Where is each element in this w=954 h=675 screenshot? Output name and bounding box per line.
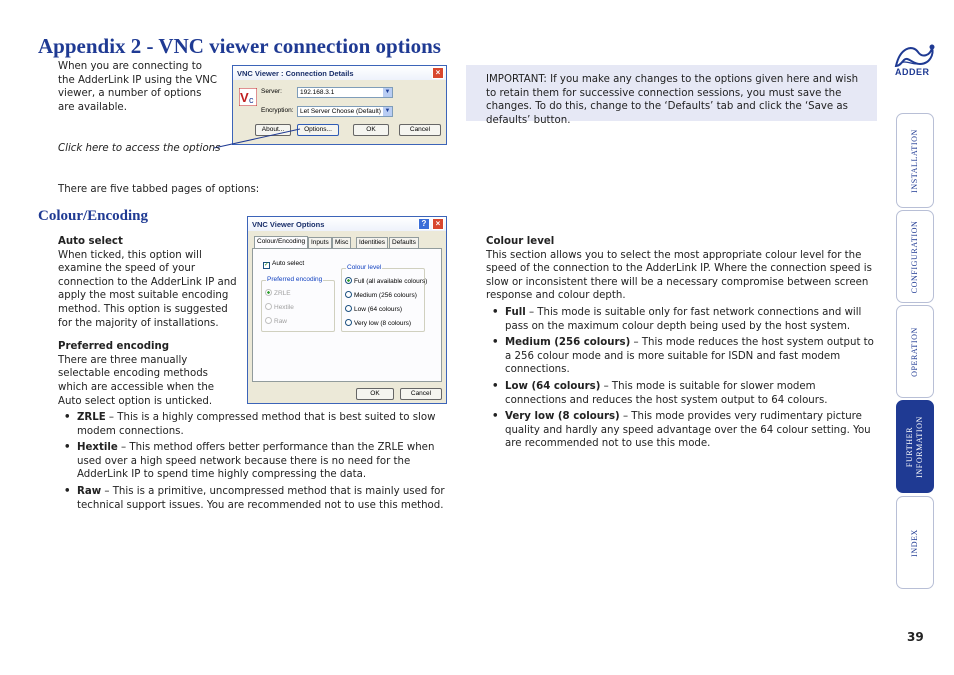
radio-low[interactable]	[345, 305, 402, 313]
radio-hextile[interactable]	[265, 303, 294, 311]
ok-button[interactable]: OK	[356, 388, 394, 400]
colour-level-group	[341, 264, 428, 332]
colour-level-section	[486, 235, 878, 454]
tab-colour-encoding[interactable]: Colour/Encoding	[254, 236, 308, 249]
radio-label: ZRLE	[274, 290, 291, 297]
page-number: 39	[907, 630, 924, 644]
term: Very low (8 colours)	[505, 411, 620, 423]
desc: – This method offers better performance than the ZRLE when used over a high speed network because there is no need for the AdderLink IP to spend time highly compressing the data.	[77, 442, 435, 481]
desc: – This is a primitive, uncompressed method that is mainly used for technical support issues. You are recommended not to use this method.	[77, 485, 445, 511]
radio-label: Raw	[274, 318, 288, 325]
callout-line	[210, 125, 310, 155]
options-caption: Click here to access the options	[58, 143, 221, 154]
radio-dot-icon	[265, 289, 272, 296]
side-tab-label: OPERATION	[910, 326, 919, 377]
dialog-titlebar	[248, 217, 446, 231]
desc: – This mode reduces the host system output to a 256 colour mode and is more suitable for ISDN and fast modem connections.	[505, 337, 874, 376]
preferred-encoding-text: There are three manually selectable encoding methods which are accessible when the Auto select option is unticked.	[58, 354, 215, 407]
colour-level-text: This section allows you to select the most appropriate colour level for the speed of the connection to the AdderLink IP. Where the connection speed is slow or inconsistent there will be a necessary compromise between screen response and colour depth.	[486, 249, 872, 302]
radio-dot-icon	[265, 317, 272, 324]
radio-medium[interactable]	[345, 291, 417, 299]
term: ZRLE	[77, 412, 106, 423]
encryption-select[interactable]	[297, 106, 393, 117]
chevron-down-icon[interactable]: ▼	[384, 108, 391, 114]
tab-inputs[interactable]: Inputs	[308, 237, 332, 248]
about-button[interactable]: About...	[255, 124, 291, 136]
svg-text:V: V	[240, 90, 249, 105]
auto-select-section	[58, 235, 238, 408]
encryption-value: Let Server Choose (Default)	[300, 108, 381, 115]
term: Low (64 colours)	[505, 380, 601, 392]
auto-select-label: Auto select	[272, 260, 305, 267]
radio-label: Medium (256 colours)	[354, 292, 417, 299]
list-item	[58, 441, 448, 482]
encoding-list	[58, 411, 448, 515]
term: Hextile	[77, 442, 118, 454]
group-label: Preferred encoding	[267, 276, 323, 283]
page-title: Appendix 2 - VNC viewer connection options	[38, 34, 441, 58]
cancel-button[interactable]: Cancel	[399, 124, 441, 136]
list-item	[486, 410, 878, 451]
five-tabs-text: There are five tabbed pages of options:	[58, 184, 260, 195]
side-tab-label: FURTHER INFORMATION	[905, 415, 924, 478]
side-tab-operation[interactable]	[896, 305, 934, 398]
radio-very-low[interactable]	[345, 319, 411, 327]
radio-label: Very low (8 colours)	[354, 320, 412, 327]
term: Raw	[77, 485, 102, 497]
side-tab-further-information[interactable]	[896, 400, 934, 493]
side-tab-installation[interactable]	[896, 113, 934, 208]
radio-full[interactable]	[345, 277, 427, 285]
term: Medium (256 colours)	[505, 337, 631, 349]
list-item	[58, 411, 448, 438]
auto-select-text: When ticked, this option will examine the speed of your connection to the AdderLink IP and apply the most suitable encoding method. This option is suggested for the majority of installations.	[58, 249, 237, 329]
dialog-title: VNC Viewer Options	[252, 220, 325, 229]
radio-dot-icon	[345, 291, 352, 298]
group-label: Colour level	[347, 264, 382, 271]
checkmark-icon: ✓	[264, 262, 270, 268]
vnc-logo-icon	[239, 88, 257, 106]
preferred-encoding-heading: Preferred encoding	[58, 341, 170, 353]
server-label: Server:	[261, 88, 282, 95]
side-tab-label: CONFIGURATION	[910, 220, 919, 293]
dialog-title: VNC Viewer : Connection Details	[237, 69, 354, 78]
radio-dot-icon	[345, 277, 352, 284]
list-item	[58, 485, 448, 512]
list-item	[486, 380, 878, 407]
colour-level-heading: Colour level	[486, 236, 555, 247]
encryption-label: Encryption:	[261, 107, 294, 114]
radio-dot-icon	[265, 303, 272, 310]
radio-label: Low (64 colours)	[354, 306, 403, 313]
tab-identities[interactable]: Identities	[356, 237, 388, 248]
server-input[interactable]	[297, 87, 393, 98]
side-tab-index[interactable]	[896, 496, 934, 589]
important-note: IMPORTANT: If you make any changes to the options given here and wish to retain them for successive connection sessions, you must save the changes. To do this, change to the ‘Defaults’ tab and click the ‘Save as defaults’ button.	[466, 65, 877, 121]
ok-button[interactable]: OK	[353, 124, 389, 136]
desc: – This mode is suitable only for fast network connections and will pass on the maximum colour depth being used by the host system.	[505, 306, 862, 332]
desc: – This mode is suitable for slower modem connections and reduces the host system output to 64 colours.	[505, 380, 828, 406]
radio-zrle[interactable]	[265, 289, 291, 297]
chevron-down-icon[interactable]: ▼	[384, 89, 391, 95]
desc: – This mode provides very rudimentary picture quality and hardly any speed advantage over the 64 colour setting. You are recommended not to use this mode.	[505, 411, 871, 450]
options-button[interactable]: Options...	[297, 124, 339, 136]
tab-defaults[interactable]: Defaults	[389, 237, 419, 248]
help-icon[interactable]: ?	[418, 218, 430, 230]
radio-label: Full (all available colours)	[354, 278, 428, 285]
tab-misc[interactable]: Misc	[332, 237, 351, 248]
vnc-viewer-options-dialog	[247, 216, 447, 404]
auto-select-checkbox[interactable]	[263, 260, 304, 269]
radio-dot-icon	[345, 305, 352, 312]
list-item	[486, 306, 878, 333]
radio-dot-icon	[345, 319, 352, 326]
side-tab-label: INDEX	[910, 528, 919, 557]
auto-select-heading: Auto select	[58, 236, 123, 247]
term: Full	[505, 306, 526, 318]
section-heading-colour-encoding: Colour/Encoding	[38, 208, 149, 224]
cancel-button[interactable]: Cancel	[400, 388, 442, 400]
colour-level-list	[486, 306, 878, 451]
radio-raw[interactable]	[265, 317, 287, 325]
desc: – This is a highly compressed method that is best suited to slow modem connections.	[77, 412, 436, 437]
svg-text:c: c	[249, 95, 254, 105]
side-tab-configuration[interactable]	[896, 210, 934, 303]
dialog-titlebar	[233, 66, 446, 80]
radio-label: Hextile	[274, 304, 294, 311]
list-item	[486, 336, 878, 377]
side-tab-label: INSTALLATION	[910, 128, 919, 193]
logo-text: ADDER	[895, 67, 930, 77]
server-value: 192.168.3.1	[300, 89, 335, 96]
intro-text: When you are connecting to the AdderLink IP using the VNC viewer, a number of options are available.	[58, 61, 218, 113]
close-icon[interactable]: ×	[432, 218, 444, 230]
tab-panel	[252, 248, 442, 382]
preferred-encoding-group	[261, 276, 335, 332]
close-icon[interactable]: ×	[432, 67, 444, 79]
